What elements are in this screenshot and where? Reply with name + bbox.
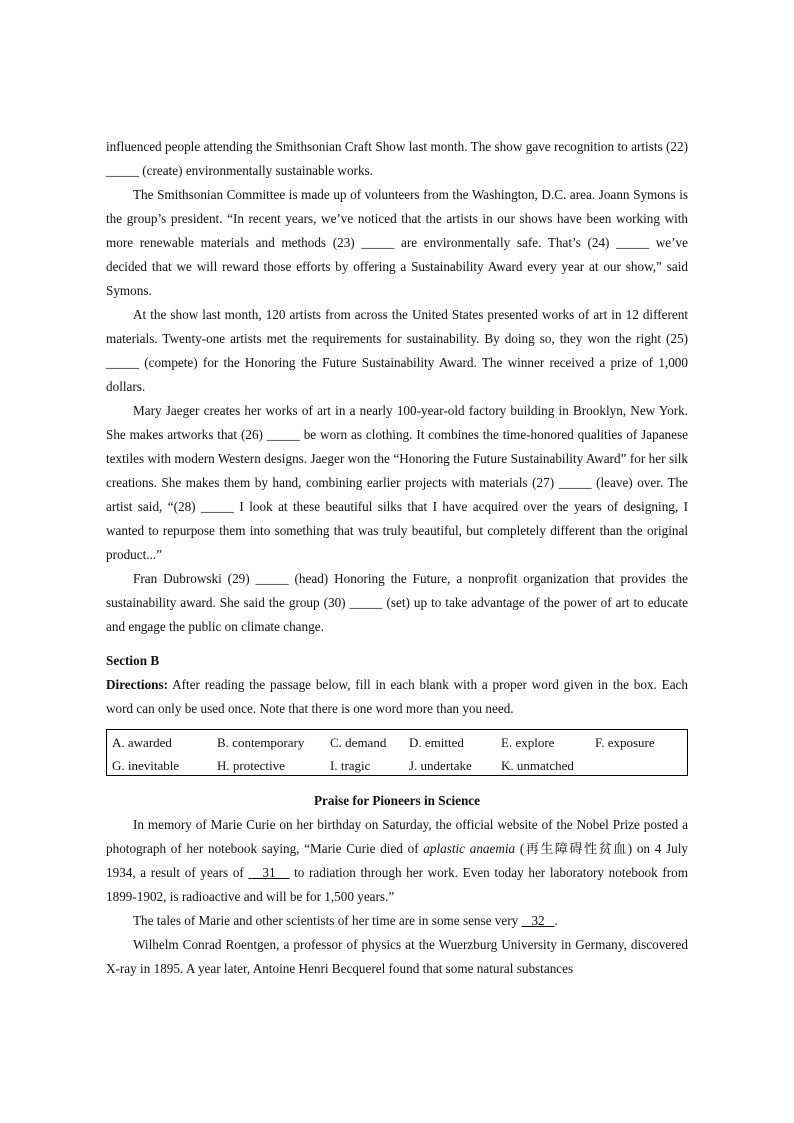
text-run: . (554, 913, 558, 928)
passage-paragraph: Wilhelm Conrad Roentgen, a professor of physics at the Wuerzburg University in Germany, discovered X-ray in 1895. A year later, Antoine Henri Becquerel found that some natural substances (106, 937, 688, 976)
blank-32: 32 (521, 913, 555, 928)
blank-31: 31 (248, 865, 290, 880)
word-box (106, 729, 688, 776)
text-run: to radiation through her work. Even today her laboratory notebook from 1899-1902, is radioactive and will be for 1,500 years.” (106, 865, 689, 904)
passage-paragraph: The Smithsonian Committee is made up of volunteers from the Washington, D.C. area. Joann Symons is the group’s president. “In recent years, we’ve noticed that the artists in our shows have been working with more renewable materials and methods (23) _____ are environmentally safe. That’s (24) _____ we’ve decided that we will reward those efforts by offering a Sustainability Award every year at our show,” said Symons. (106, 187, 688, 298)
directions (106, 673, 688, 721)
text-run: The tales of Marie and other scientists of her time are in some sense very (133, 913, 522, 928)
word-box-row (107, 731, 687, 754)
word-option: J. undertake (409, 758, 472, 773)
word-option: G. inevitable (112, 758, 180, 773)
passage-paragraph: Fran Dubrowski (29) _____ (head) Honoring the Future, a nonprofit organization that provides the sustainability award. She said the group (30) _____ (set) up to take advantage of the power of art to educate and engage the public on climate change. (106, 571, 688, 634)
word-option: E. explore (501, 735, 555, 750)
word-option: K. unmatched (501, 758, 574, 773)
passage-paragraph (106, 909, 688, 933)
passage-paragraph: At the show last month, 120 artists from across the United States presented works of art in 12 different materials. Twenty-one artists met the requirements for sustainability. By doing so, they won the right (25) _____ (compete) for the Honoring the Future Sustainability Award. The winner received a prize of 1,000 dollars. (106, 307, 688, 394)
word-option: F. exposure (595, 735, 655, 750)
word-option: D. emitted (409, 735, 464, 750)
word-option: I. tragic (330, 758, 371, 773)
text-run: (再生障碍性贫血) on 4 July 1934, a result of years of (106, 841, 688, 880)
italic-term: aplastic anaemia (423, 841, 516, 856)
word-option: B. contemporary (217, 735, 305, 750)
passage-paragraph: influenced people attending the Smithsonian Craft Show last month. The show gave recognition to artists (22) _____ (create) environmentally sustainable works. (106, 139, 688, 178)
passage-title: Praise for Pioneers in Science (313, 793, 481, 808)
word-option: C. demand (330, 735, 387, 750)
section-heading: Section B (106, 653, 160, 668)
text-run: In memory of Marie Curie on her birthday on Saturday, the official website of the Nobel Prize posted a photograph of her notebook saying, “Marie Curie died of (106, 817, 688, 856)
document-page (106, 135, 688, 981)
directions-label: Directions: (106, 677, 169, 692)
passage-paragraph (106, 813, 688, 909)
word-option: A. awarded (112, 735, 172, 750)
word-option: H. protective (217, 758, 285, 773)
word-box-row (107, 754, 687, 777)
directions-text: After reading the passage below, fill in each blank with a proper word given in the box. Each word can only be used once. Note that there is one word more than you need. (106, 677, 688, 716)
passage-paragraph: Mary Jaeger creates her works of art in a nearly 100-year-old factory building in Brooklyn, New York. She makes artworks that (26) _____ be worn as clothing. It combines the time-honored qualities of Japanese textiles with modern Western designs. Jaeger won the “Honoring the Future Sustainability Award” for her silk creations. She makes them by hand, combining earlier projects with materials (27) _____ (leave) over. The artist said, “(28) _____ I look at these beautiful silks that I have acquired over the years of designing, I wanted to repurpose them into something that was truly beautiful, but completely different than the original product...” (106, 403, 688, 562)
